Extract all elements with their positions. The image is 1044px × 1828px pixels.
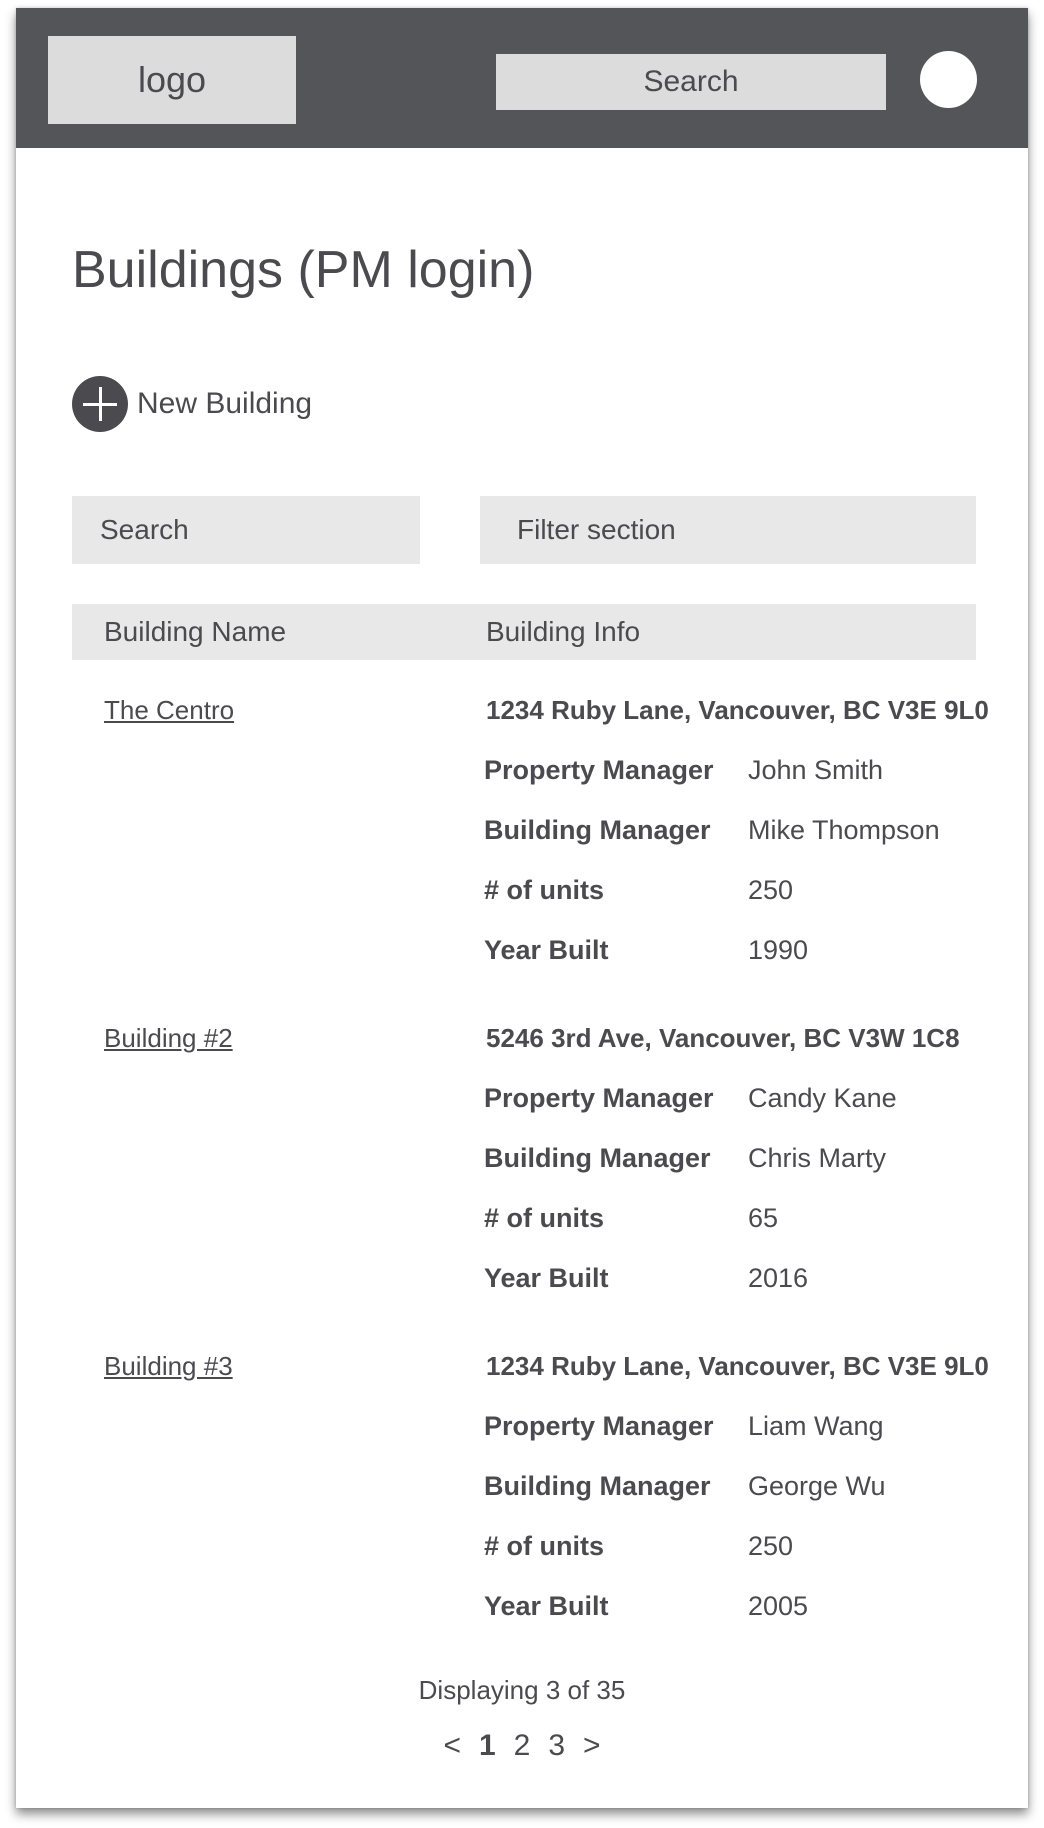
- info-value: 250: [748, 1531, 794, 1561]
- new-building-label: New Building: [137, 387, 313, 420]
- building-search-input[interactable]: Search: [72, 496, 420, 564]
- user-avatar[interactable]: [920, 51, 977, 108]
- page-title: Buildings (PM login): [72, 241, 535, 299]
- info-label: Property Manager: [484, 755, 714, 785]
- info-value: 1990: [748, 935, 809, 965]
- building-address: 1234 Ruby Lane, Vancouver, BC V3E 9L0: [486, 695, 989, 725]
- info-value: Mike Thompson: [748, 815, 940, 845]
- column-header-building-info: Building Info: [486, 616, 641, 647]
- info-value: Liam Wang: [748, 1411, 884, 1441]
- building-name-link[interactable]: The Centro: [104, 695, 235, 725]
- app-frame: [16, 8, 1028, 1808]
- filter-section[interactable]: Filter section: [480, 496, 976, 564]
- next-page-button[interactable]: >: [583, 1729, 601, 1762]
- table-header: [72, 604, 976, 660]
- info-label: Building Manager: [484, 1471, 711, 1501]
- building-address: 5246 3rd Ave, Vancouver, BC V3W 1C8: [486, 1023, 960, 1053]
- page-link-current[interactable]: 1: [478, 1729, 496, 1762]
- new-building-button[interactable]: [72, 376, 312, 432]
- info-value: 2005: [748, 1591, 809, 1621]
- info-value: Candy Kane: [748, 1083, 897, 1113]
- info-label: # of units: [484, 1531, 604, 1561]
- info-value: 2016: [748, 1263, 809, 1293]
- plus-circle-icon: [72, 376, 128, 432]
- pagination-status: Displaying 3 of 35: [418, 1675, 626, 1705]
- building-name-link[interactable]: Building #3: [104, 1351, 233, 1381]
- pagination: [16, 1726, 1028, 1766]
- info-label: # of units: [484, 875, 604, 905]
- info-label: Year Built: [484, 1591, 609, 1621]
- page-link[interactable]: 3: [548, 1729, 566, 1762]
- info-label: Year Built: [484, 1263, 609, 1293]
- building-name-link[interactable]: Building #2: [104, 1023, 233, 1053]
- building-address: 1234 Ruby Lane, Vancouver, BC V3E 9L0: [486, 1351, 989, 1381]
- header-search-input[interactable]: Search: [496, 54, 886, 110]
- info-label: Property Manager: [484, 1411, 714, 1441]
- info-label: Year Built: [484, 935, 609, 965]
- info-value: 250: [748, 875, 794, 905]
- prev-page-button[interactable]: <: [443, 1729, 461, 1762]
- info-label: # of units: [484, 1203, 604, 1233]
- info-label: Property Manager: [484, 1083, 714, 1113]
- logo[interactable]: logo: [48, 36, 296, 124]
- info-value: 65: [748, 1203, 779, 1233]
- column-header-building-name: Building Name: [104, 616, 287, 647]
- info-label: Building Manager: [484, 1143, 711, 1173]
- info-value: Chris Marty: [748, 1143, 887, 1173]
- top-navigation-bar: [16, 8, 1028, 148]
- page-link[interactable]: 2: [513, 1729, 531, 1762]
- info-value: George Wu: [748, 1471, 886, 1501]
- info-value: John Smith: [748, 755, 884, 785]
- info-label: Building Manager: [484, 815, 711, 845]
